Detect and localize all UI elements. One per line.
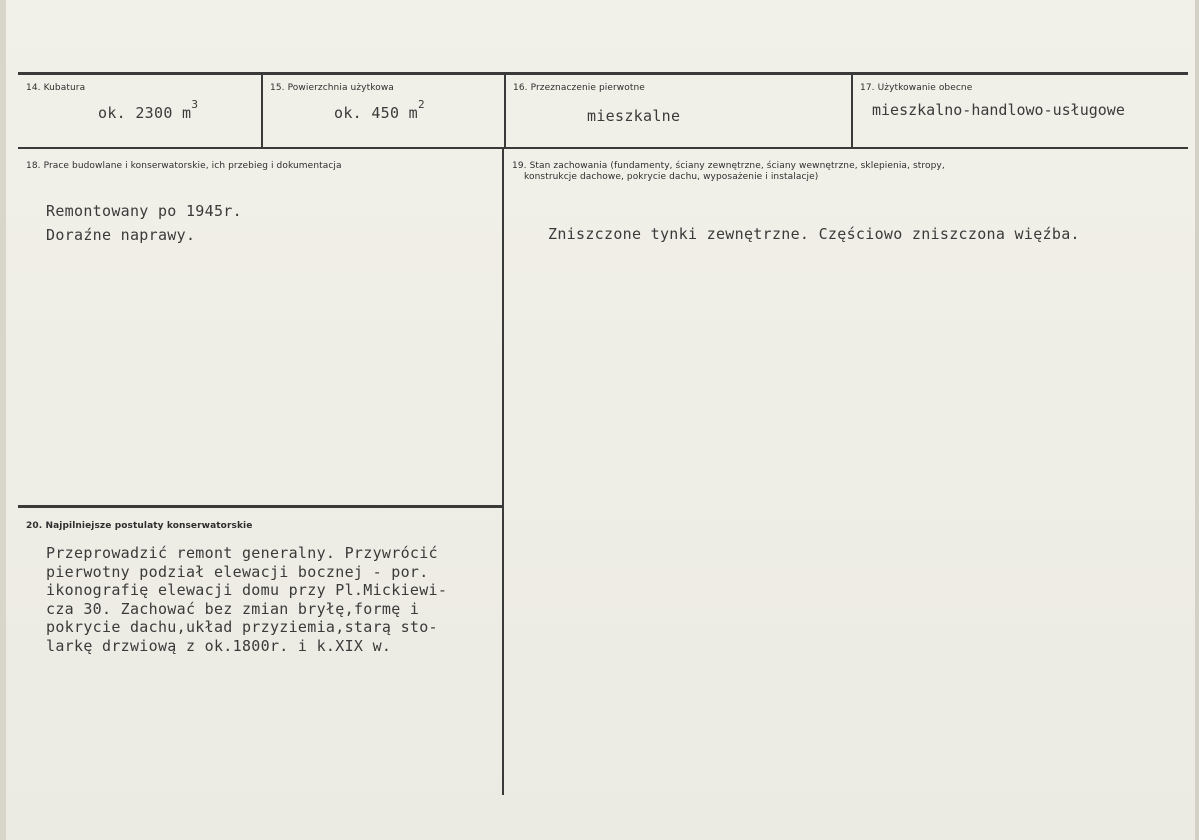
prace-line: Remontowany po 1945r.: [46, 202, 242, 220]
kubatura-unit-exponent: 3: [191, 98, 199, 111]
prace-budowlane-label: 18. Prace budowlane i konserwatorskie, ich przebieg i dokumentacja: [26, 161, 342, 171]
divider-14-15: [261, 75, 263, 147]
powierzchnia-number: ok. 450 m: [334, 104, 418, 122]
card-right-edge: [1195, 0, 1199, 840]
prace-budowlane-text: [46, 199, 242, 247]
stan-zachowania-label-line2: konstrukcje dachowe, pokrycie dachu, wyposażenie i instalacje): [524, 172, 819, 182]
przeznaczenie-value: mieszkalne: [587, 107, 681, 125]
kubatura-label: 14. Kubatura: [26, 83, 86, 93]
postulaty-label: 20. Najpilniejsze postulaty konserwatorskie: [26, 521, 253, 531]
powierzchnia-unit-exponent: 2: [417, 98, 425, 111]
postulaty-line: pokrycie dachu,układ przyziemia,starą sto-: [46, 618, 438, 636]
uzytkowanie-label: 17. Użytkowanie obecne: [860, 83, 973, 93]
row1-bottom-rule: [18, 147, 1188, 149]
powierzchnia-label: 15. Powierzchnia użytkowa: [270, 83, 394, 93]
postulaty-line: cza 30. Zachować bez zmian bryłę,formę i: [46, 599, 420, 618]
postulaty-line: larkę drzwiową z ok.1800r. i k.XIX w.: [46, 636, 392, 655]
stan-zachowania-label-line1: 19. Stan zachowania (fundamenty, ściany zewnętrzne, ściany wewnętrzne, sklepienia, stropy,: [512, 161, 945, 171]
divider-left-right: [502, 149, 504, 795]
postulaty-line: pierwotny podział elewacji bocznej - por.: [46, 562, 429, 581]
postulaty-line: Przeprowadzić remont generalny. Przywrócić: [46, 544, 438, 562]
uzytkowanie-value: mieszkalno-handlowo-usługowe: [872, 101, 1125, 119]
kubatura-value: [98, 98, 199, 122]
prace-line: Doraźne naprawy.: [46, 226, 196, 244]
stan-zachowania-value: Zniszczone tynki zewnętrzne. Częściowo zniszczona więźba.: [548, 225, 1080, 243]
section20-top-rule: [18, 505, 503, 508]
postulaty-line: ikonografię elewacji domu przy Pl.Mickiewi-: [46, 581, 448, 599]
card-left-edge: [0, 0, 6, 840]
przeznaczenie-label: 16. Przeznaczenie pierwotne: [513, 83, 645, 93]
divider-16-17: [851, 75, 853, 147]
postulaty-text: [46, 544, 447, 655]
divider-15-16: [504, 75, 506, 147]
kubatura-number: ok. 2300 m: [98, 104, 192, 122]
powierzchnia-value: [334, 98, 425, 122]
top-rule: [18, 72, 1188, 75]
